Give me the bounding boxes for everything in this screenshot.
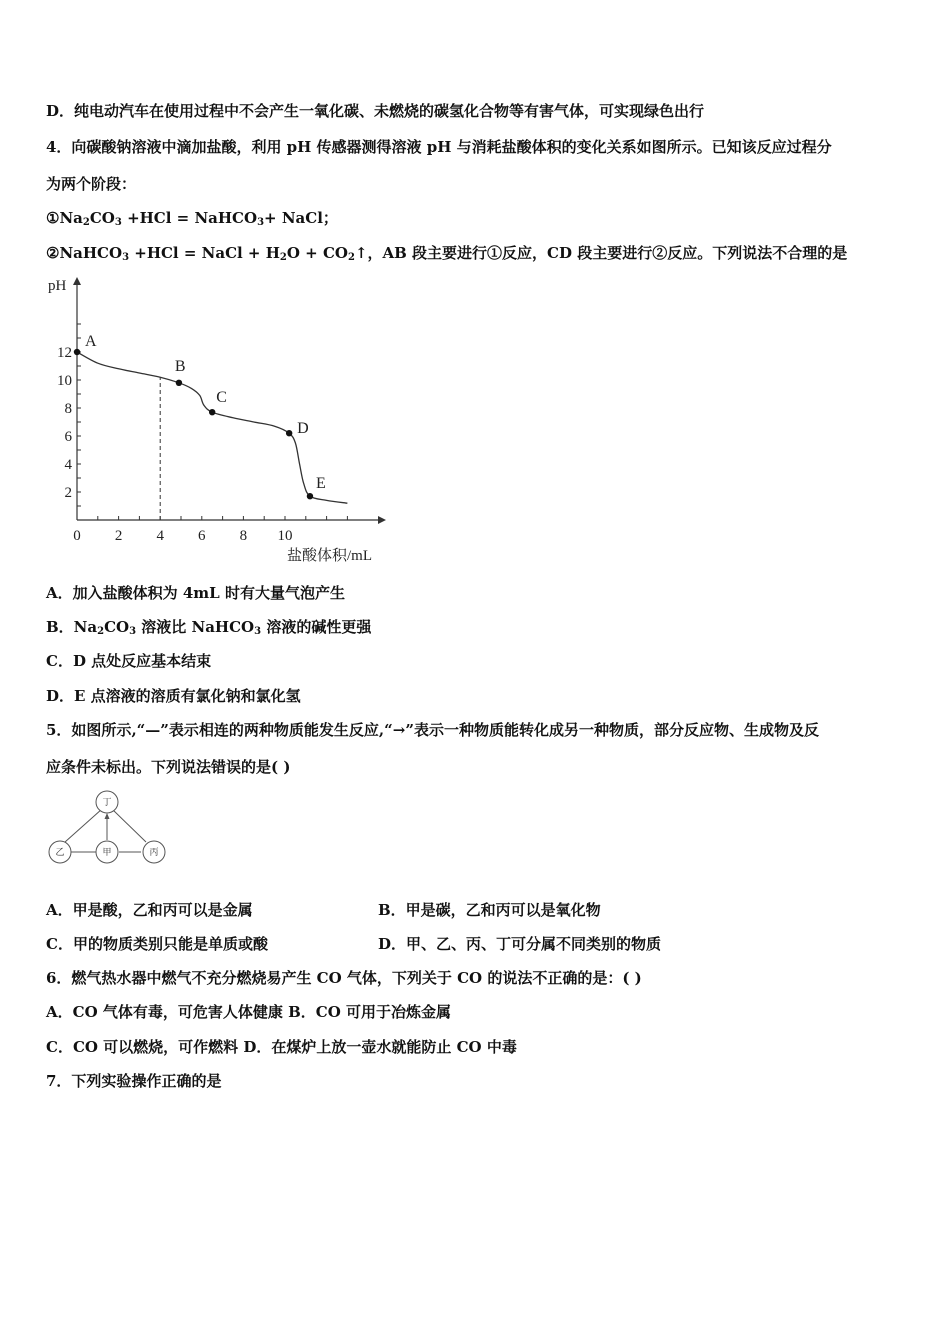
chart-points [74,333,326,499]
q5-stem-line1: 5．如图所示,“—”表示相连的两种物质能发生反应,“→”表示一种物质能转化成另一种物质，部分反应物、生成物及反 [46,721,819,739]
x-tick-label: 4 [156,528,164,544]
x-tick-label: 6 [198,528,206,544]
q4-option-d: D．E 点溶液的溶质有氯化钠和氯化氢 [46,687,301,705]
y-axis-arrow [73,277,81,285]
q4-reaction-2: ②NaHCO$_3$ +HCl = NaCl + $H_2O$ + $CO_2↑$，AB 段主要进行①反应，CD 段主要进行②反应。下列说法不合理的是 [46,244,848,263]
node-bing-label: 丙 [149,848,159,858]
q4-option-a: A．加入盐酸体积为 4mL 时有大量气泡产生 [46,584,345,602]
x-tick-label: 2 [114,528,123,544]
q4-stem-line1: 4．向碳酸钠溶液中滴加盐酸，利用 pH 传感器测得溶液 pH 与消耗盐酸体积的变化关系如图所示。已知该反应过程分 [46,138,832,156]
point-e [307,493,313,499]
y-tick-label: 6 [64,429,72,445]
y-axis-label: pH [48,278,67,294]
q6-stem: 6．燃气热水器中燃气不充分燃烧易产生 CO 气体，下列关于 CO 的说法不正确的是：( ) [46,969,642,987]
x-axis-arrow [378,516,386,524]
point-a [74,349,80,355]
point-c [209,409,215,415]
point-b [176,380,182,386]
y-tick-label: 10 [57,373,72,389]
point-label-d: D [297,420,309,438]
y-tick-label: 4 [64,457,72,473]
y-tick-label: 8 [64,401,72,417]
q5-stem-line2: 应条件未标出。下列说法错误的是( ) [46,758,291,776]
node-yi-label: 乙 [55,848,65,858]
x-tick-label: 0 [73,528,81,544]
q4-option-c: C．D 点处反应基本结束 [46,652,212,670]
q4-stem-line2: 为两个阶段： [46,175,137,193]
edge-yi-ding [65,809,102,842]
q5-option-b: B．甲是碳，乙和丙可以是氧化物 [378,901,601,919]
point-label-a: A [85,333,97,350]
q5-option-a: A．甲是酸，乙和丙可以是金属 [46,901,253,919]
q4-reaction-1: $①Na_2CO_3 +HCl$ = NaHCO$_3$+ NaCl； [46,209,338,228]
q6-options-cd: C．CO 可以燃烧，可作燃料 D．在煤炉上放一壶水就能防止 CO 中毒 [46,1038,517,1056]
q5-option-c: C．甲的物质类别只能是单质或酸 [46,935,268,953]
ph-titration-chart [40,268,400,568]
x-tick-label: 8 [239,528,248,544]
q3-option-d: D．纯电动汽车在使用过程中不会产生一氧化碳、未燃烧的碳氢化合物等有害气体，可实现绿色出行 [46,102,705,120]
arrow-head [105,813,110,819]
y-tick-label: 2 [64,485,72,501]
point-label-b: B [174,357,186,375]
substance-relation-diagram [40,786,180,876]
node-jia-label: 甲 [102,848,112,858]
point-d [286,430,292,436]
node-ding-label: 丁 [102,798,112,808]
edge-bing-ding [112,809,146,842]
q5-option-d: D．甲、乙、丙、丁可分属不同类别的物质 [378,935,662,953]
y-tick-label: 12 [57,345,72,361]
q4-option-b: B．$Na_2CO_3$ 溶液比 NaHCO$_3$ 溶液的碱性更强 [46,618,372,637]
x-axis-label: 盐酸体积/mL [287,548,372,564]
point-label-c: C [216,389,227,407]
x-tick-label: 10 [277,528,293,544]
q7-stem: 7．下列实验操作正确的是 [46,1072,222,1090]
point-label-e: E [315,475,326,493]
chart-axes [48,277,386,564]
q6-options-ab: A．CO 气体有毒，可危害人体健康 B．CO 可用于冶炼金属 [46,1003,451,1021]
